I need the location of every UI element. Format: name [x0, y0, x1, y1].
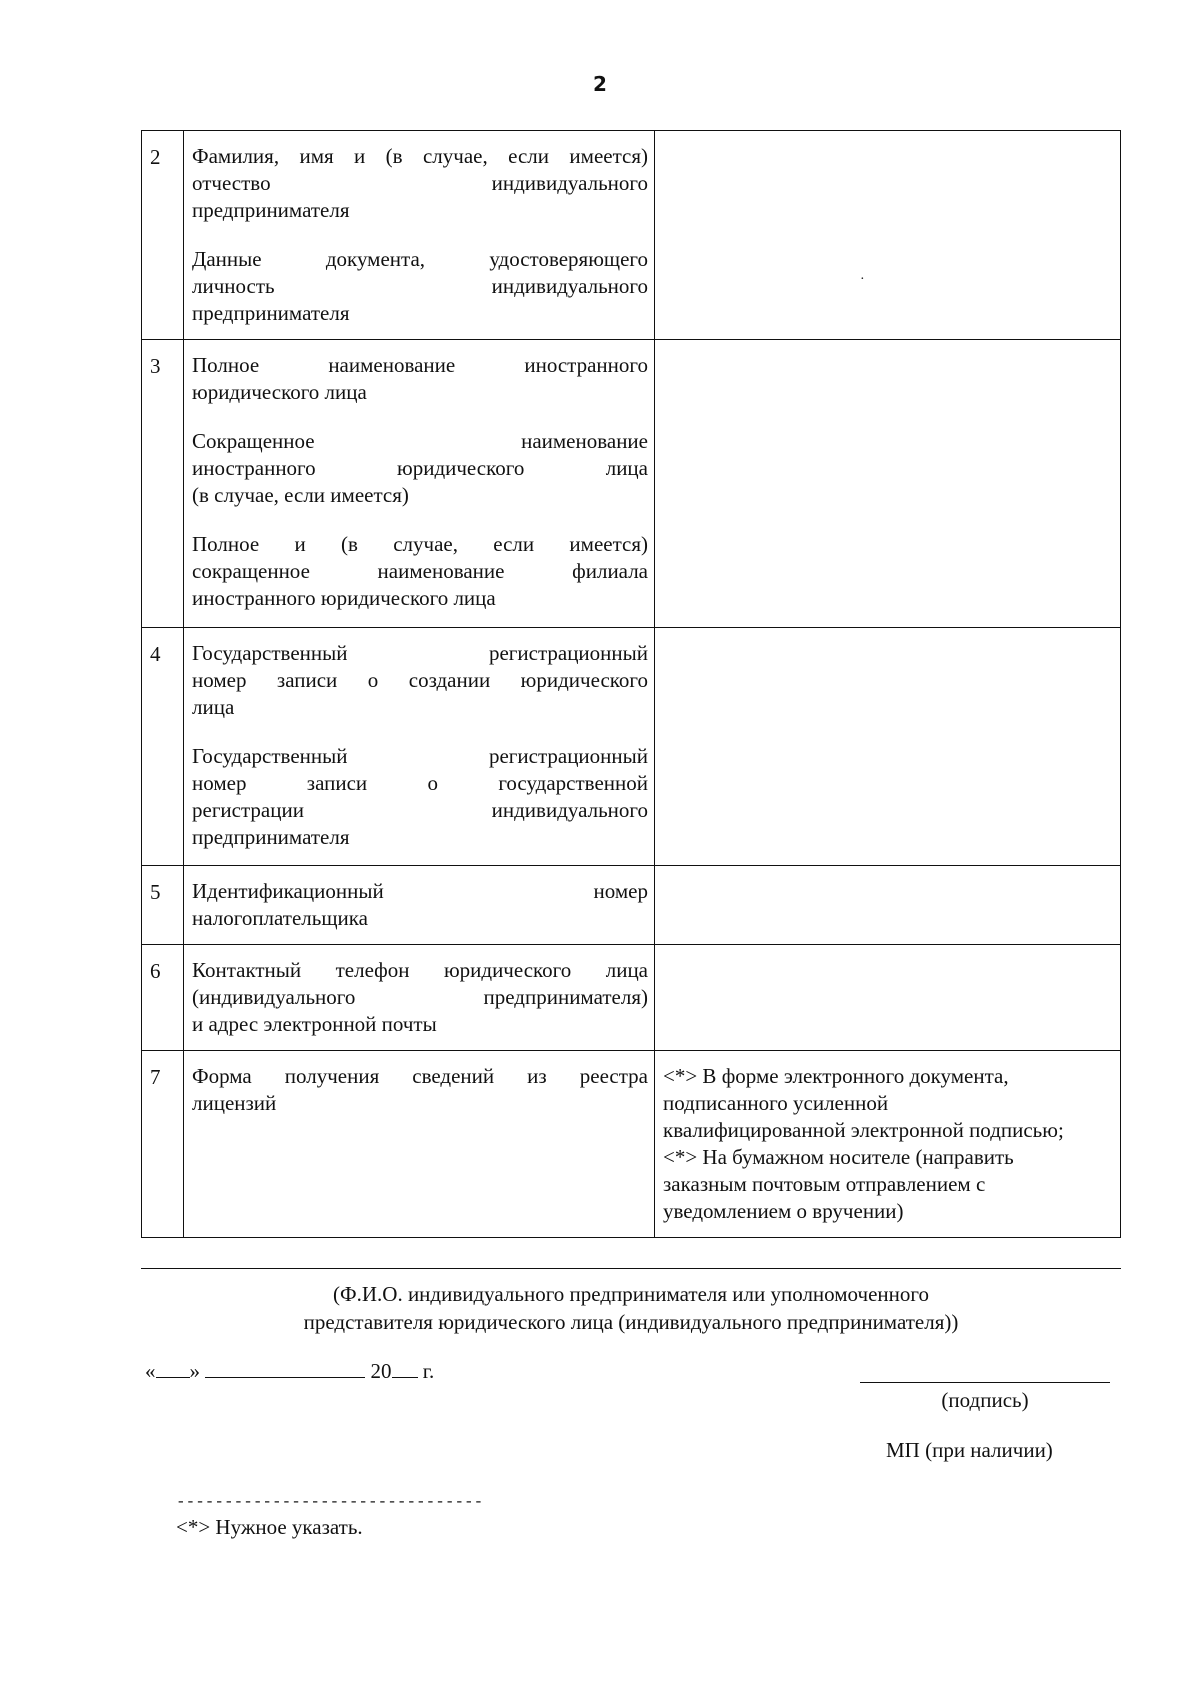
footnote-rule: -------------------------------- [176, 1493, 484, 1511]
value-line: уведомлением о вручении) [663, 1199, 904, 1223]
label-line: налогоплательщика [192, 906, 368, 930]
row-label [184, 945, 655, 1051]
row-value-field[interactable] [655, 340, 1121, 628]
label-line: Идентификационный номер [192, 879, 648, 903]
label-paragraph [192, 246, 648, 327]
label-line: номер записи о государственной [192, 771, 648, 795]
label-line: номер записи о создании юридического [192, 668, 648, 692]
date-month-blank[interactable] [205, 1355, 365, 1378]
label-paragraph [192, 957, 648, 1038]
label-line: Фамилия, имя и (в случае, если имеется) [192, 144, 648, 168]
label-line: лица [192, 695, 235, 719]
label-paragraph [192, 1063, 648, 1117]
footnote-text: <*> Нужное указать. [176, 1515, 363, 1539]
label-line: Форма получения сведений из реестра [192, 1064, 648, 1088]
fio-signature-rule [141, 1268, 1121, 1269]
row-label [184, 340, 655, 628]
form-row-4 [142, 628, 1121, 866]
date-year-blank[interactable] [392, 1355, 418, 1378]
row-label [184, 866, 655, 945]
label-line: предпринимателя [192, 198, 350, 222]
label-line: предпринимателя [192, 301, 350, 325]
date-close-quote: » [189, 1359, 200, 1383]
page-number: 2 [593, 72, 607, 96]
row-number: 3 [142, 340, 184, 628]
value-line: подписанного усиленной [663, 1091, 889, 1115]
label-line: (индивидуального предпринимателя) [192, 985, 648, 1009]
stray-mark: · [860, 272, 865, 287]
label-line: личность индивидуального [192, 274, 648, 298]
label-line: Сокращенное наименование [192, 429, 648, 453]
label-line: (в случае, если имеется) [192, 483, 409, 507]
row-number: 4 [142, 628, 184, 866]
value-line: <*> В форме электронного документа, [663, 1064, 1009, 1088]
signature-caption: (подпись) [941, 1388, 1029, 1412]
row-value-field[interactable] [655, 945, 1121, 1051]
date-day-blank[interactable] [156, 1355, 190, 1378]
label-paragraph [192, 743, 648, 851]
label-line: Контактный телефон юридического лица [192, 958, 648, 982]
row-number: 2 [142, 131, 184, 340]
label-line: Полное и (в случае, если имеется) [192, 532, 648, 556]
value-line: заказным почтовым отправлением с [663, 1172, 986, 1196]
label-paragraph [192, 531, 648, 612]
form-row-2 [142, 131, 1121, 340]
form-row-7 [142, 1051, 1121, 1238]
label-line: юридического лица [192, 380, 367, 404]
label-line: Полное наименование иностранного [192, 353, 648, 377]
label-paragraph [192, 352, 648, 406]
row-label [184, 1051, 655, 1238]
form-row-3 [142, 340, 1121, 628]
stamp-caption: МП (при наличии) [886, 1438, 1053, 1462]
label-line: иностранного юридического лица [192, 586, 496, 610]
application-form-table [141, 130, 1121, 1238]
date-line [145, 1355, 434, 1384]
form-row-6 [142, 945, 1121, 1051]
signature-line[interactable] [860, 1382, 1110, 1383]
label-line: Государственный регистрационный [192, 641, 648, 665]
date-open-quote: « [145, 1359, 156, 1383]
label-paragraph [192, 428, 648, 509]
value-line: <*> На бумажном носителе (направить [663, 1145, 1014, 1169]
row-label [184, 628, 655, 866]
label-paragraph [192, 640, 648, 721]
date-year-prefix: 20 [370, 1359, 392, 1383]
fio-caption [141, 1280, 1121, 1336]
row-number: 5 [142, 866, 184, 945]
label-line: отчество индивидуального [192, 171, 648, 195]
label-line: регистрации индивидуального [192, 798, 648, 822]
fio-caption-line-1: (Ф.И.О. индивидуального предпринимателя или уполномоченного [333, 1282, 929, 1306]
date-year-suffix: г. [422, 1359, 435, 1383]
row-value-field[interactable] [655, 1051, 1121, 1238]
label-line: Данные документа, удостоверяющего [192, 247, 648, 271]
label-line: сокращенное наименование филиала [192, 559, 648, 583]
row-number: 6 [142, 945, 184, 1051]
row-value-field[interactable] [655, 131, 1121, 340]
label-line: Государственный регистрационный [192, 744, 648, 768]
form-row-5 [142, 866, 1121, 945]
label-line: и адрес электронной почты [192, 1012, 437, 1036]
label-paragraph [192, 143, 648, 224]
label-paragraph [192, 878, 648, 932]
label-line: предпринимателя [192, 825, 350, 849]
label-line: иностранного юридического лица [192, 456, 648, 480]
value-line: квалифицированной электронной подписью; [663, 1118, 1064, 1142]
row-number: 7 [142, 1051, 184, 1238]
label-line: лицензий [192, 1091, 277, 1115]
fio-caption-line-2: представителя юридического лица (индивидуального предпринимателя)) [303, 1310, 959, 1334]
row-label [184, 131, 655, 340]
row-value-field[interactable] [655, 628, 1121, 866]
row-value-field[interactable] [655, 866, 1121, 945]
